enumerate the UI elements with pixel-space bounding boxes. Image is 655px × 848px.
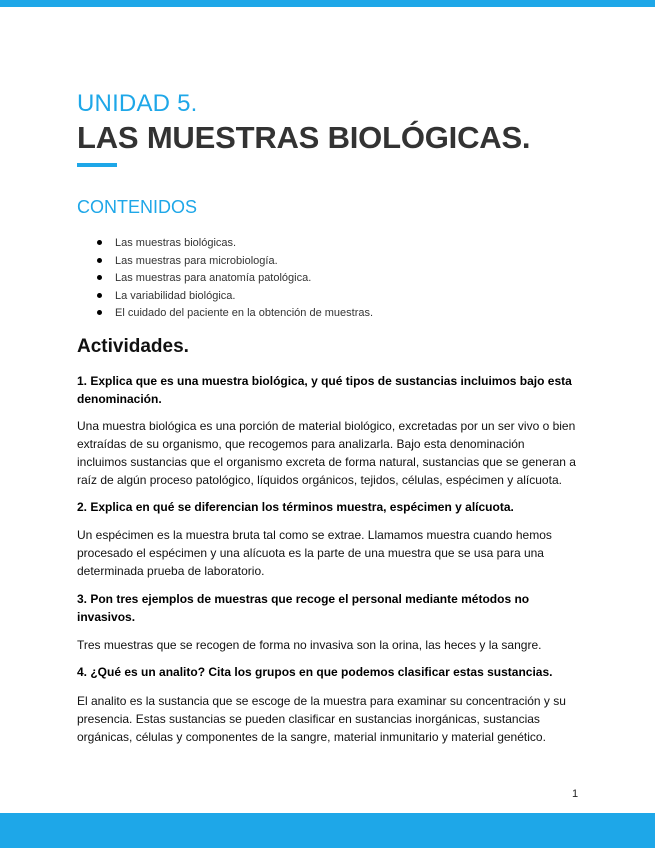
answer-1: Una muestra biológica es una porción de material biológico, excretadas por un ser vivo o bien extraídas de su organismo, que recogemos para analizarla. Bajo esta denominación incluimos sustancias que el organismo excreta de forma natural, sustancias que se generan a raíz de algún proceso patológico, líquidos orgánicos, tejidos, células, espécimen y alícuota. (77, 419, 576, 487)
list-item-text: Las muestras para anatomía patológica. (115, 272, 312, 284)
answer-3: Tres muestras que se recogen de forma no invasiva son la orina, las heces y la sangre. (77, 638, 542, 652)
activities-heading: Actividades. (77, 336, 189, 357)
question-4: 4. ¿Qué es un analito? Cita los grupos en que podemos clasificar estas sustancias. (77, 665, 553, 679)
bullet-icon (97, 293, 102, 298)
bullet-icon (97, 240, 102, 245)
bottom-accent-bar (0, 813, 655, 848)
title-underline (77, 163, 117, 167)
bullet-icon (97, 275, 102, 280)
question-1: 1. Explica que es una muestra biológica, y qué tipos de sustancias incluimos bajo esta denominación. (77, 374, 572, 406)
list-item-text: El cuidado del paciente en la obtención de muestras. (115, 307, 374, 319)
list-item (95, 236, 373, 254)
bullet-icon (97, 310, 102, 315)
list-item-text: Las muestras biológicas. (115, 237, 237, 249)
question-3: 3. Pon tres ejemplos de muestras que recoge el personal mediante métodos no invasivos. (77, 592, 530, 624)
list-item (95, 289, 373, 307)
page-title: LAS MUESTRAS BIOLÓGICAS. (77, 120, 531, 155)
list-item (95, 271, 373, 289)
page-number: 1 (572, 788, 579, 800)
list-item (95, 254, 373, 272)
unit-label: UNIDAD 5. (77, 90, 198, 117)
answer-4: El analito es la sustancia que se escoge de la muestra para examinar su concentración y su presencia. Estas sustancias se pueden clasificar en sustancias inorgánicas, sustancias orgánicas, células y componentes de la sangre, material inmunitario y material genético. (77, 694, 566, 744)
list-item-text: Las muestras para microbiología. (115, 254, 278, 267)
bullet-icon (97, 258, 102, 263)
contents-heading: CONTENIDOS (77, 197, 198, 217)
list-item (95, 306, 373, 324)
answer-2: Un espécimen es la muestra bruta tal como se extrae. Llamamos muestra cuando hemos procesado el espécimen y una alícuota es la parte de una muestra que se usa para una determinada prueba de laboratorio. (77, 528, 552, 578)
contents-list (95, 236, 373, 324)
top-accent-bar (0, 0, 655, 7)
question-2: 2. Explica en qué se diferencian los términos muestra, espécimen y alícuota. (77, 500, 514, 514)
list-item-text: La variabilidad biológica. (115, 289, 236, 302)
